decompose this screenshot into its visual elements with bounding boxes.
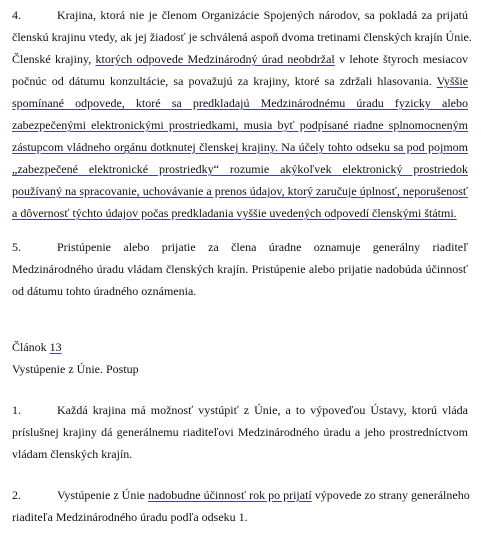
paragraph-4-line-2 bbox=[12, 30, 472, 45]
underlined-text: používaný na spracovanie, uchovávanie a prenos údajov, ktorý zaručuje úplnosť, neporušenosť bbox=[12, 184, 468, 198]
text: Každá krajina má možnosť vystúpiť z Únie, a to výpoveďou Ústavy, ktorú vláda bbox=[57, 403, 468, 417]
text: Vystúpenie z Únie. Postup bbox=[12, 362, 139, 376]
article-paragraph-1-line-3 bbox=[12, 447, 468, 462]
underlined-text: zástupcom vládneho orgánu dotknutej členskej krajiny. Na účely tohto odseku sa pod pojmom bbox=[12, 140, 468, 154]
paragraph-4-line-6 bbox=[12, 118, 468, 133]
article-paragraph-1-line-2 bbox=[12, 425, 468, 440]
text: členskú krajinu vtedy, ak jej žiadosť je schválená aspoň dvoma tretinami členských krajín Únie. bbox=[12, 30, 472, 44]
text: v lehote štyroch mesiacov bbox=[334, 52, 469, 66]
article-prefix: Článok bbox=[12, 340, 50, 354]
paragraph-4-line-4 bbox=[12, 74, 468, 89]
article-paragraph-2-line-1 bbox=[12, 488, 468, 503]
article-paragraph-2-line-2 bbox=[12, 510, 468, 525]
paragraph-4-line-7 bbox=[12, 140, 468, 155]
underlined-text: ktorých odpovede Medzinárodný úrad neobdržal bbox=[95, 52, 335, 66]
text: Vystúpenie z Únie bbox=[57, 488, 148, 502]
paragraph-4-line-1 bbox=[12, 8, 468, 23]
article-paragraph-1-line-1 bbox=[12, 403, 468, 418]
text: vládam členských krajín. bbox=[12, 447, 133, 461]
paragraph-4-line-8 bbox=[12, 162, 468, 177]
underlined-text: spomínané odpovede, ktoré sa predkladajú Medzinárodnému úradu fyzicky alebo bbox=[12, 96, 468, 110]
underlined-text: „zabezpečené elektronické prostriedky“ rozumie akýkoľvek elektronický prostriedok bbox=[12, 162, 468, 176]
paragraph-5-number: 5. bbox=[12, 240, 21, 254]
paragraph-5-line-3 bbox=[12, 284, 468, 299]
text: Pristúpenie alebo prijatie za člena úradne oznamuje generálny riaditeľ bbox=[57, 240, 468, 254]
text: od dátumu tohto úradného oznámenia. bbox=[12, 284, 197, 298]
text: Krajina, ktorá nie je členom Organizácie Spojených národov, sa pokladá za prijatú bbox=[57, 8, 468, 22]
paragraph-4-line-5 bbox=[12, 96, 468, 111]
paragraph-4-line-9 bbox=[12, 184, 468, 199]
paragraph-4-number: 4. bbox=[12, 8, 21, 22]
paragraph-4-line-10 bbox=[12, 206, 468, 221]
underlined-text: Vyššie bbox=[436, 74, 468, 88]
article-number: 13 bbox=[49, 340, 62, 354]
paragraph-4-line-3 bbox=[12, 52, 468, 67]
paragraph-5-line-1 bbox=[12, 240, 468, 255]
paragraph-5-line-2 bbox=[12, 262, 468, 277]
article-paragraph-2-number: 2. bbox=[12, 488, 21, 502]
text: príslušnej krajiny dá generálnemu riaditeľovi Medzinárodného úradu a jeho prostredníctvom bbox=[12, 425, 468, 439]
text: počnúc od dátumu konzultácie, sa považujú za krajiny, ktoré sa zdržali hlasovania. bbox=[12, 74, 432, 88]
text: Medzinárodného úradu vládam členských krajín. Pristúpenie alebo prijatie nadobúda účinnosť bbox=[12, 262, 468, 276]
underlined-text: a dôvernosť týchto údajov počas predkladania vyššie uvedených odpovedí členskými štátmi. bbox=[12, 206, 457, 220]
underlined-text: zabezpečenými elektronickými prostriedkami, musia byť podpísané riadne splnomocneným bbox=[12, 118, 468, 132]
article-paragraph-1-number: 1. bbox=[12, 403, 21, 417]
underlined-text: nadobudne účinnosť rok po prijatí bbox=[147, 488, 312, 502]
text: výpovede zo strany generálneho bbox=[311, 488, 470, 502]
article-number-line bbox=[12, 340, 468, 355]
text: riaditeľa Medzinárodného úradu podľa odseku 1. bbox=[12, 510, 248, 524]
article-title bbox=[12, 362, 468, 377]
text: Členské krajiny, bbox=[12, 52, 96, 66]
